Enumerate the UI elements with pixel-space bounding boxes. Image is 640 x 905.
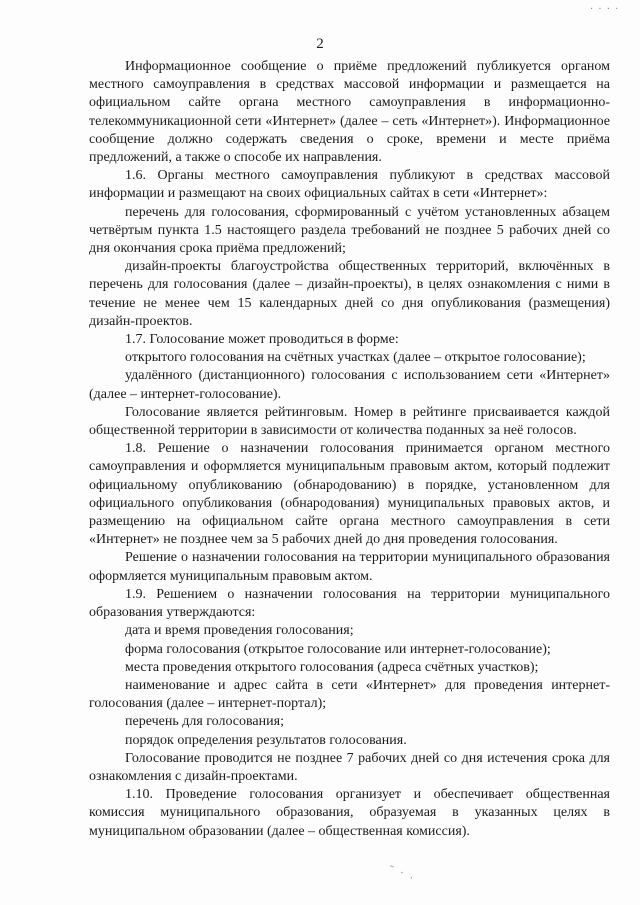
paragraph-design-projects: дизайн-проекты благоустройства общественных территорий, включённых в перечень для голосования (далее – дизайн-проекты), в целях ознакомления с ними в течение не менее чем 15 календарных дней со дня опубликования (размещения) дизайн-проектов. [89, 259, 610, 329]
paragraph-internet-portal: наименование и адрес сайта в сети «Интернет» для проведения интернет-голосования (далее – интернет-портал); [89, 677, 610, 712]
paragraph-open-voting: открытого голосования на счётных участках (далее – открытое голосование); [125, 350, 586, 366]
paragraph-voting-list: перечень для голосования, сформированный с учётом установленных абзацем четвёртым пункта 1.5 настоящего раздела требований не позднее 5 рабочих дней со дня окончания срока приёма предложений; [89, 204, 610, 257]
paragraph-results-order: порядок определения результатов голосования. [125, 732, 407, 748]
paragraph-date-time: дата и время проведения голосования; [125, 623, 354, 639]
paragraph-internet-voting: удалённого (дистанционного) голосования с использованием сети «Интернет» (далее – интернет-голосование). [89, 368, 610, 402]
paragraph-1-6: 1.6. Органы местного самоуправления публикуют в средствах массовой информации и размещают на своих официальных сайтах в сети «Интернет»: [89, 168, 610, 202]
paragraph-1-10: 1.10. Проведение голосования организует и обеспечивает общественная комиссия муниципального образования, образуемая в указанных целях в муниципальном образовании (далее – общественная комиссия). [89, 787, 610, 839]
paragraph-1-7: 1.7. Голосование может проводиться в форме: [125, 332, 399, 348]
page-number: 2 [316, 36, 324, 52]
paragraph-1-9: 1.9. Решением о назначении голосования на территории муниципального образования утверждаются: [89, 586, 610, 621]
paragraph-deadline: Голосование проводится не позднее 7 рабочих дней со дня истечения срока для ознакомления с дизайн-проектами. [89, 750, 610, 784]
document-body [89, 58, 610, 841]
paragraph-decision: Решение о назначении голосования на территории муниципального образования оформляется муниципальным правовым актом. [89, 550, 610, 584]
paragraph-voting-places: места проведения открытого голосования (адреса счётных участков); [125, 659, 539, 675]
paragraph-info-message: Информационное сообщение о приёме предложений публикуется органом местного самоуправления в средствах массовой информации и размещается на официальном сайте органа местного самоуправления в информационно-телекоммуникационной сети «Интернет» (далее – сеть «Интернет»). Информационное сообщение должно содержать сведения о сроке, времени и месте приёма предложений, а также о способе их направления. [89, 59, 610, 166]
scan-artifact-bottom: ˜ · . [387, 864, 417, 883]
paragraph-rating: Голосование является рейтинговым. Номер в рейтинге присваивается каждой общественной территории в зависимости от количества поданных за неё голосов. [89, 404, 610, 439]
paragraph-1-8: 1.8. Решение о назначении голосования принимается органом местного самоуправления и оформляется муниципальным правовым актом, который подлежит официальному опубликованию (обнародованию) в порядке, установленном для официального опубликования (обнародования) муниципальных правовых актов, и размещению на официальном сайте органа местного самоуправления в сети «Интернет» не позднее чем за 5 рабочих дней до дня проведения голосования. [89, 441, 610, 548]
paragraph-list: перечень для голосования; [125, 714, 284, 730]
scan-artifact-top: · · · · [590, 4, 620, 15]
paragraph-voting-form: форма голосования (открытое голосование или интернет-голосование); [125, 641, 551, 657]
